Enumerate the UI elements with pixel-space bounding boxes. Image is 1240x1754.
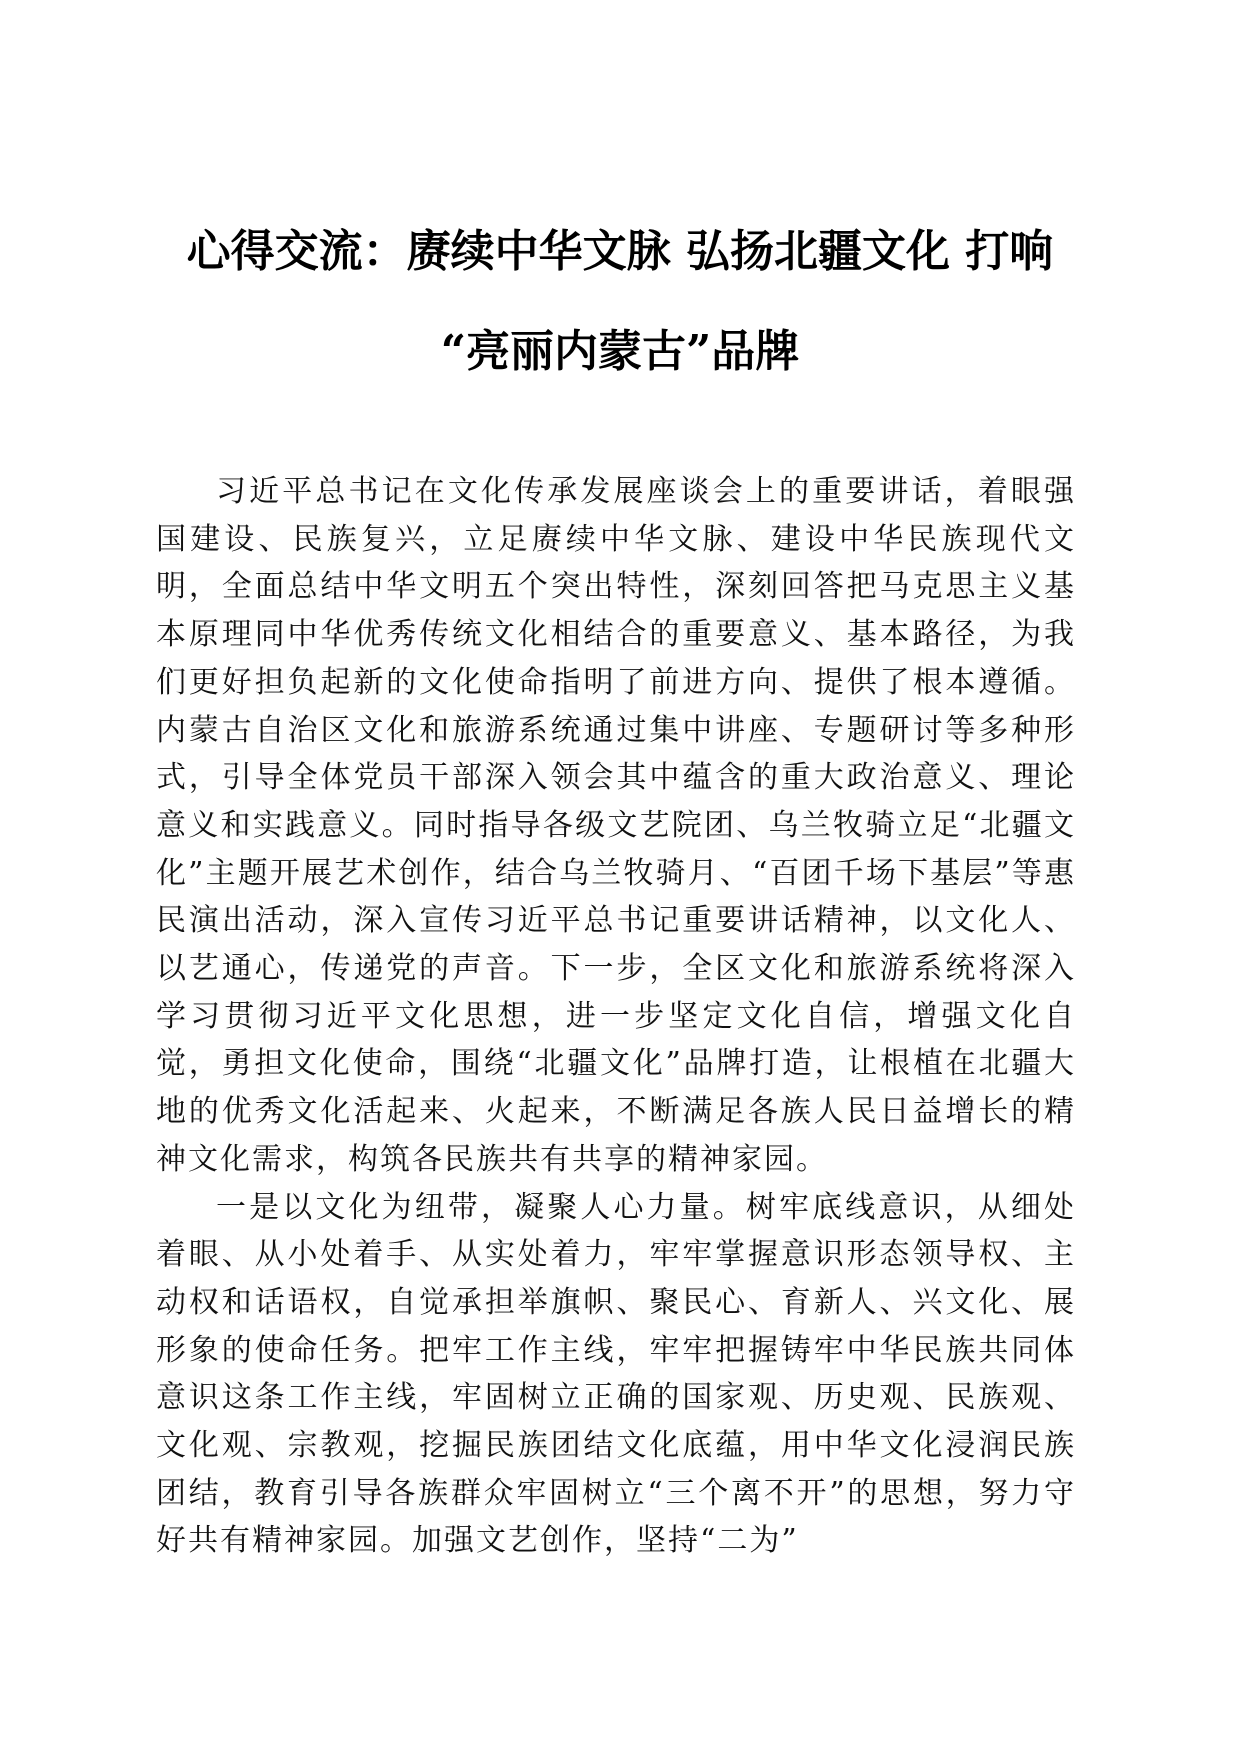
document-title-line-1: 心得交流：赓续中华文脉 弘扬北疆文化 打响 (186, 226, 1054, 277)
document-title-line-2: “亮丽内蒙古”品牌 (440, 326, 800, 377)
document-body (156, 468, 1076, 1565)
paragraph-2: 一是以文化为纽带，凝聚人心力量。树牢底线意识，从细处着眼、从小处着手、从实处着力，牢牢掌握意识形态领导权、主动权和话语权，自觉承担举旗帜、聚民心、育新人、兴文化、展形象的使命任务。把牢工作主线，牢牢把握铸牢中华民族共同体意识这条工作主线，牢固树立正确的国家观、历史观、民族观、文化观、宗教观，挖掘民族团结文化底蕴，用中华文化浸润民族团结，教育引导各族群众牢固树立“三个离不开”的思想，努力守好共有精神家园。加强文艺创作，坚持“二为” (156, 1189, 1076, 1559)
paragraph-1: 习近平总书记在文化传承发展座谈会上的重要讲话，着眼强国建设、民族复兴，立足赓续中华文脉、建设中华民族现代文明，全面总结中华文明五个突出特性，深刻回答把马克思主义基本原理同中华优秀传统文化相结合的重要意义、基本路径，为我们更好担负起新的文化使命指明了前进方向、提供了根本遵循。内蒙古自治区文化和旅游系统通过集中讲座、专题研讨等多种形式，引导全体党员干部深入领会其中蕴含的重大政治意义、理论意义和实践意义。同时指导各级文艺院团、乌兰牧骑立足“北疆文化”主题开展艺术创作，结合乌兰牧骑月、“百团千场下基层”等惠民演出活动，深入宣传习近平总书记重要讲话精神，以文化人、以艺通心，传递党的声音。下一步，全区文化和旅游系统将深入学习贯彻习近平文化思想，进一步坚定文化自信，增强文化自觉，勇担文化使命，围绕“北疆文化”品牌打造，让根植在北疆大地的优秀文化活起来、火起来，不断满足各族人民日益增长的精神文化需求，构筑各民族共有共享的精神家园。 (156, 474, 1076, 1177)
